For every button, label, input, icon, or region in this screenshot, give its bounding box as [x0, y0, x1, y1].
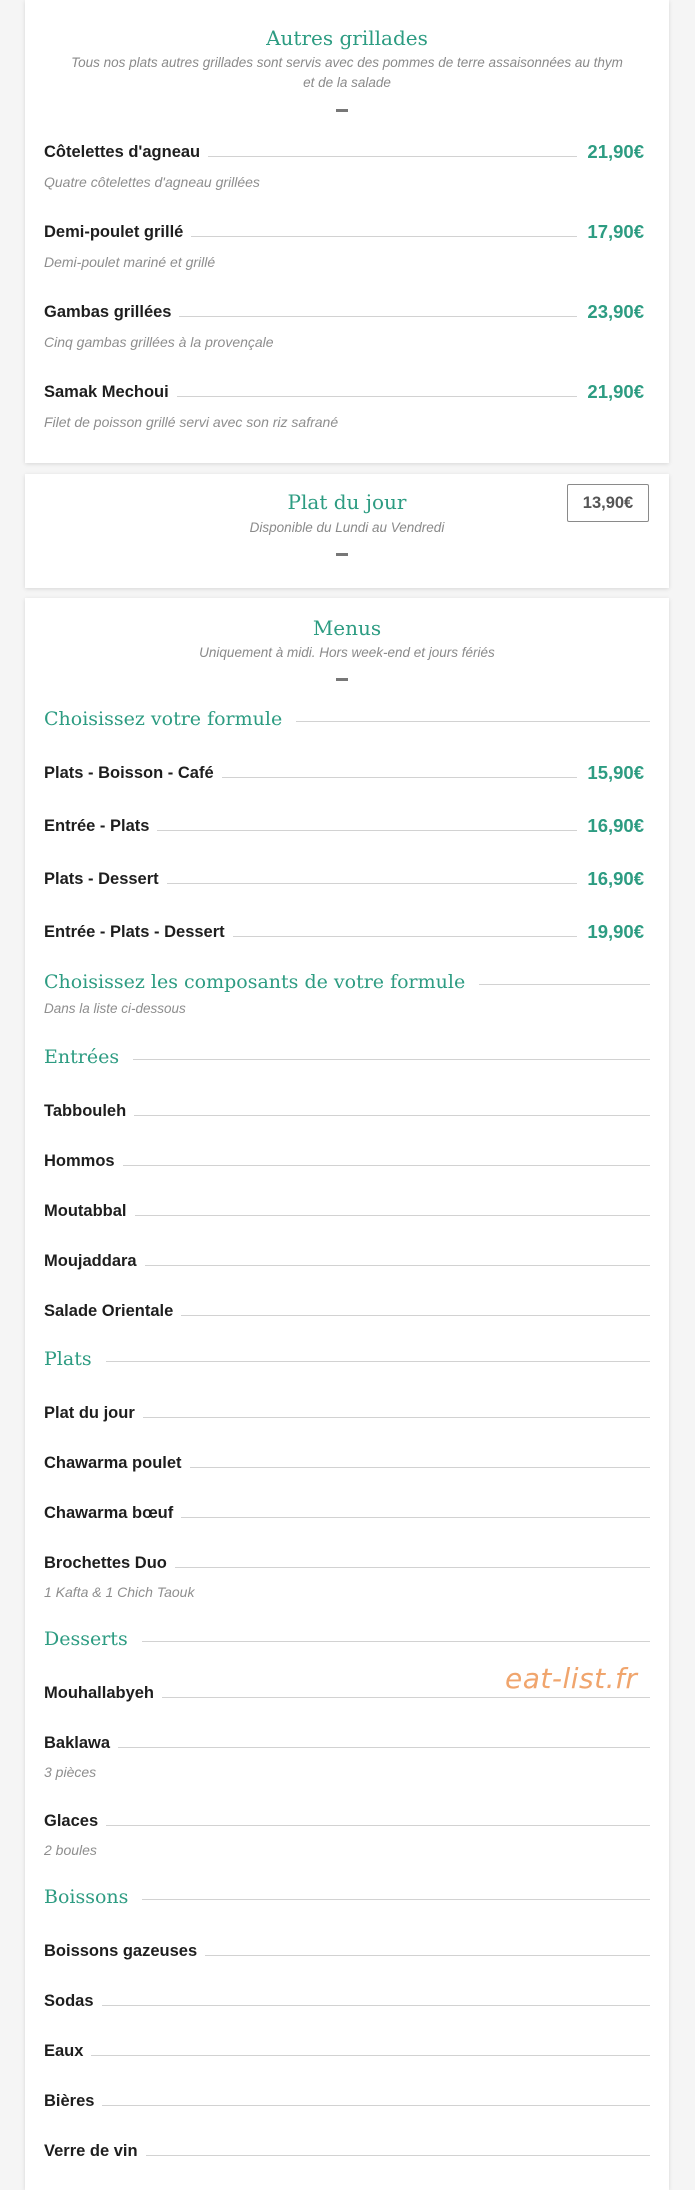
item-name: Hommos	[44, 1151, 115, 1170]
item-name: Verre de vin	[44, 2141, 138, 2160]
item-price: 23,90€	[587, 301, 644, 322]
formule-item	[44, 814, 650, 838]
dotted-leader	[205, 1955, 650, 1956]
category-title: Desserts	[44, 1628, 128, 1650]
dotted-leader	[208, 156, 577, 157]
plat-item	[44, 1501, 650, 1525]
category-line	[142, 1641, 650, 1642]
menus-title: Menus	[312, 616, 382, 640]
category-formule	[44, 708, 650, 730]
separator-dash	[336, 553, 348, 556]
dotted-leader	[145, 1265, 650, 1266]
category-subtitle: Dans la liste ci-dessous	[44, 1001, 186, 1016]
boisson-item	[44, 1939, 650, 1963]
dotted-leader	[102, 2005, 650, 2006]
entree-item	[44, 1099, 650, 1123]
dotted-leader	[118, 1747, 650, 1748]
boisson-item	[44, 2089, 650, 2113]
category-entrees	[44, 1046, 650, 1068]
item-description: 1 Kafta & 1 Chich Taouk	[44, 1584, 195, 1600]
item-description: 3 pièces	[44, 1764, 97, 1780]
plat-item	[44, 1551, 650, 1575]
grillades-subtitle: Tous nos plats autres grillades sont servis avec des pommes de terre assaisonnées au thym et de la salade	[71, 55, 623, 90]
category-line	[142, 1899, 650, 1900]
boisson-item	[44, 1989, 650, 2013]
menu-item	[44, 380, 650, 404]
item-name: Moujaddara	[44, 1251, 137, 1270]
item-description: 2 boules	[44, 1842, 97, 1858]
category-title: Entrées	[44, 1046, 120, 1068]
dotted-leader	[233, 936, 578, 937]
item-description: Filet de poisson grillé servi avec son riz safrané	[44, 414, 339, 430]
formule-item	[44, 761, 650, 785]
item-name: Plats - Boisson - Café	[44, 763, 214, 782]
plat-item	[44, 1451, 650, 1475]
category-title: Boissons	[44, 1886, 129, 1908]
item-name: Chawarma bœuf	[44, 1503, 174, 1522]
item-name: Plat du jour	[44, 1403, 135, 1422]
item-name: Chawarma poulet	[44, 1453, 182, 1472]
grillades-card	[25, 0, 669, 463]
item-name: Mouhallabyeh	[44, 1683, 155, 1702]
item-name: Bières	[44, 2091, 95, 2110]
category-plats	[44, 1348, 650, 1370]
dotted-leader	[179, 316, 577, 317]
item-name: Boissons gazeuses	[44, 1941, 198, 1960]
category-line	[296, 721, 650, 722]
dessert-item	[44, 1809, 650, 1833]
item-description: Demi-poulet mariné et grillé	[44, 254, 216, 270]
dotted-leader	[162, 1697, 650, 1698]
category-title: Choisissez votre formule	[44, 708, 283, 730]
watermark-logo: eat-list.fr	[505, 1662, 638, 1695]
category-line	[479, 984, 650, 985]
plat-du-jour-title: Plat du jour	[287, 490, 407, 514]
formule-item	[44, 867, 650, 891]
item-price: 21,90€	[587, 381, 644, 402]
category-desserts	[44, 1628, 650, 1650]
item-name: Brochettes Duo	[44, 1553, 167, 1572]
dotted-leader	[157, 830, 577, 831]
dotted-leader	[181, 1315, 650, 1316]
entree-item	[44, 1149, 650, 1173]
dotted-leader	[167, 883, 578, 884]
formule-item	[44, 920, 650, 944]
item-price: 17,90€	[587, 221, 644, 242]
dotted-leader	[175, 1567, 650, 1568]
menu-item	[44, 300, 650, 324]
item-name: Entrée - Plats	[44, 816, 150, 835]
item-name: Entrée - Plats - Dessert	[44, 922, 225, 941]
dotted-leader	[191, 236, 577, 237]
dessert-item	[44, 1731, 650, 1755]
dotted-leader	[181, 1517, 650, 1518]
item-price: 16,90€	[587, 815, 644, 836]
item-name: Samak Mechoui	[44, 382, 169, 401]
item-name: Plats - Dessert	[44, 869, 159, 888]
menus-subtitle: Uniquement à midi. Hors week-end et jours fériés	[199, 645, 495, 660]
dotted-leader	[222, 777, 578, 778]
item-name: Glaces	[44, 1811, 99, 1830]
category-title: Choisissez les composants de votre formule	[44, 971, 466, 993]
boisson-item	[44, 2139, 650, 2163]
dotted-leader	[102, 2105, 650, 2106]
boisson-item	[44, 2039, 650, 2063]
entree-item	[44, 1199, 650, 1223]
menus-card	[25, 598, 669, 2190]
separator-dash	[336, 678, 348, 681]
item-price: 16,90€	[587, 868, 644, 889]
category-boissons	[44, 1886, 650, 1908]
dotted-leader	[106, 1825, 650, 1826]
plat-du-jour-price: 13,90€	[567, 484, 649, 522]
item-name: Sodas	[44, 1991, 94, 2010]
grillades-title: Autres grillades	[266, 26, 428, 50]
item-name: Côtelettes d'agneau	[44, 142, 201, 161]
item-name: Eaux	[44, 2041, 84, 2060]
menu-item	[44, 140, 650, 164]
plat-du-jour-subtitle: Disponible du Lundi au Vendredi	[249, 520, 445, 535]
item-price: 15,90€	[587, 762, 644, 783]
menu-item	[44, 220, 650, 244]
category-line	[133, 1059, 650, 1060]
item-name: Tabbouleh	[44, 1101, 127, 1120]
dotted-leader	[135, 1215, 651, 1216]
item-name: Baklawa	[44, 1733, 111, 1752]
category-title: Plats	[44, 1348, 92, 1370]
category-composants	[44, 971, 650, 993]
item-price: 19,90€	[587, 921, 644, 942]
item-name: Salade Orientale	[44, 1301, 174, 1320]
dotted-leader	[146, 2155, 650, 2156]
item-name: Moutabbal	[44, 1201, 127, 1220]
dotted-leader	[177, 396, 578, 397]
dotted-leader	[91, 2055, 650, 2056]
separator-dash	[336, 109, 348, 112]
item-description: Quatre côtelettes d'agneau grillées	[44, 174, 260, 190]
plat-du-jour-card	[25, 474, 669, 588]
category-line	[106, 1361, 650, 1362]
plat-item	[44, 1401, 650, 1425]
dotted-leader	[190, 1467, 650, 1468]
dotted-leader	[123, 1165, 650, 1166]
entree-item	[44, 1249, 650, 1273]
item-description: Cinq gambas grillées à la provençale	[44, 334, 274, 350]
item-price: 21,90€	[587, 141, 644, 162]
item-name: Demi-poulet grillé	[44, 222, 184, 241]
item-name: Gambas grillées	[44, 302, 172, 321]
dotted-leader	[143, 1417, 650, 1418]
entree-item	[44, 1299, 650, 1323]
dotted-leader	[134, 1115, 650, 1116]
